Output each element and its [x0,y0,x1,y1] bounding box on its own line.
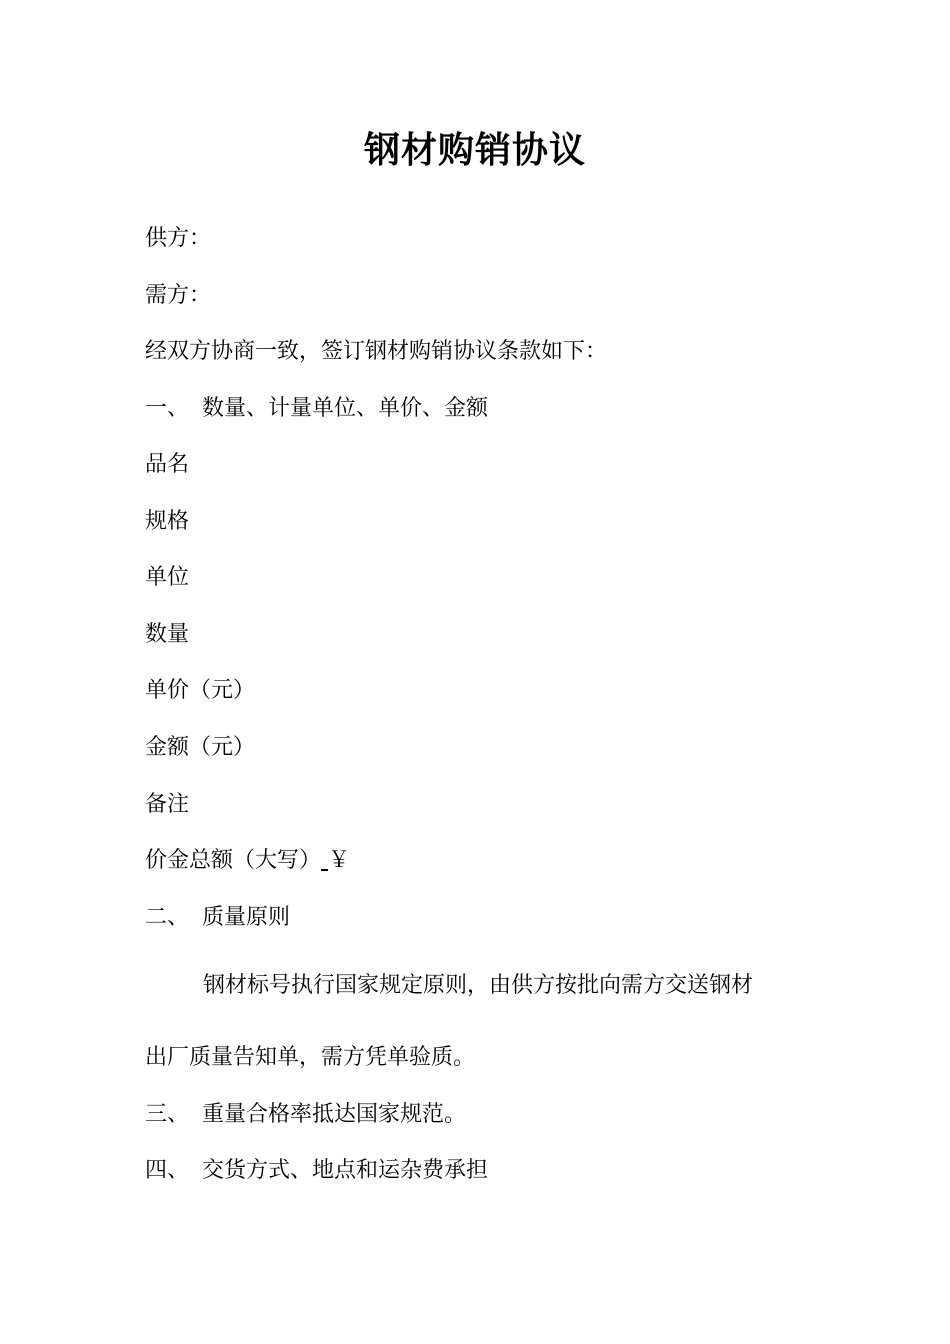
section-1-heading [145,394,488,424]
field-spec: 规格 [145,509,190,534]
section-3-number: 三、 [145,1102,190,1127]
currency-symbol: ￥ [328,848,351,873]
field-amount: 金额（元） [145,735,256,760]
section-2-paragraph-line-2: 出厂质量告知单，需方凭单验质。 [145,1045,476,1070]
section-2-number: 二、 [145,905,190,930]
section-3-heading [145,1100,466,1130]
section-2-title: 质量原则 [202,905,291,930]
supplier-label: 供方： [145,226,212,251]
section-1-title: 数量、计量单位、单价、金额 [202,396,489,421]
section-4-title: 交货方式、地点和运杂费承担 [202,1158,489,1183]
section-2-paragraph-line-1: 钢材标号执行国家规定原则，由供方按批向需方交送钢材 [203,973,754,998]
section-1-number: 一、 [145,396,190,421]
field-unit: 单位 [145,565,190,590]
field-remarks: 备注 [145,792,190,817]
total-amount-line [145,846,350,876]
section-4-heading [145,1156,488,1186]
intro-text: 经双方协商一致，签订钢材购销协议条款如下： [145,339,608,364]
field-quantity: 数量 [145,622,190,647]
field-unit-price: 单价（元） [145,678,256,703]
document-title: 钢材购销协议 [363,130,586,171]
section-4-number: 四、 [145,1158,190,1183]
field-product-name: 品名 [145,452,190,477]
total-amount-blank [321,848,328,873]
total-amount-label: 价金总额（大写） [145,848,322,873]
buyer-label: 需方： [145,283,212,308]
section-3-title: 重量合格率抵达国家规范。 [202,1102,467,1127]
section-2-heading [145,903,290,933]
